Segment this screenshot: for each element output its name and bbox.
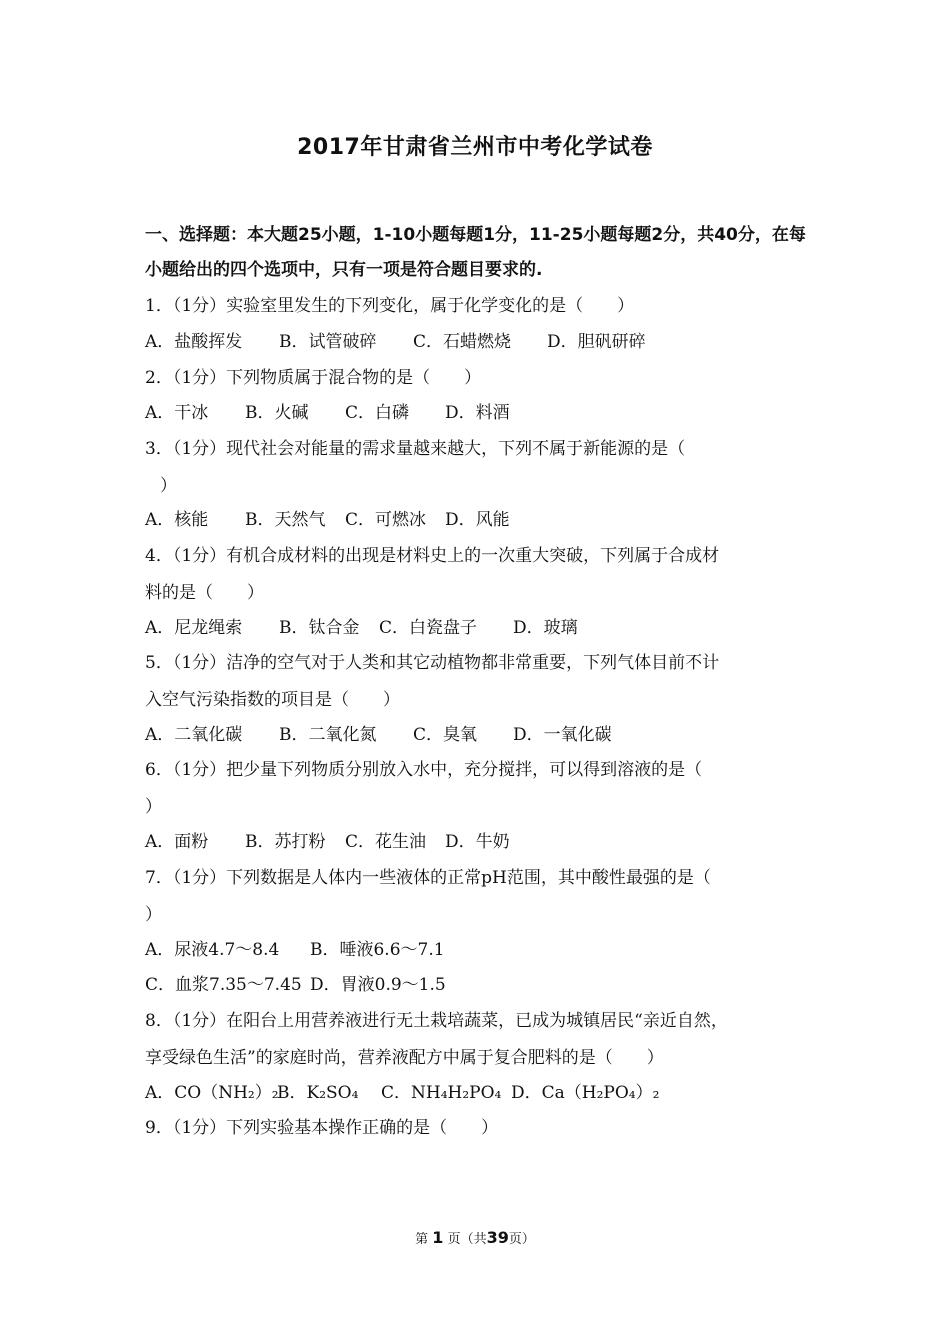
question-6-stem-cont: ） [145,797,162,817]
q2-option-d: D．料酒 [445,403,510,423]
question-3-stem-cont: ） [160,476,177,496]
q3-option-c: C．可燃冰 [345,510,427,530]
footer-prefix: 第 [415,1232,429,1247]
q8-option-b: B．K₂SO₄ [277,1083,359,1103]
question-2-options [145,401,510,425]
q6-option-b: B．苏打粉 [245,832,326,852]
question-8-stem: 8．（1分）在阳台上用营养液进行无土栽培蔬菜，已成为城镇居民“亲近自然， [145,1011,728,1031]
question-2-stem: 2．（1分）下列物质属于混合物的是（ ） [145,368,482,388]
question-6-options [145,830,510,854]
q1-option-a: A．盐酸挥发 [145,332,243,352]
q3-option-a: A．核能 [145,510,209,530]
question-3-stem: 3．（1分）现代社会对能量的需求量越来越大，下列不属于新能源的是（ [145,439,686,459]
question-1-options [145,330,646,354]
q8-option-c: C．NH₄H₂PO₄ [381,1083,502,1103]
question-8-stem-cont: 享受绿色生活”的家庭时尚，营养液配方中属于复合肥料的是（ ） [145,1048,664,1068]
q2-option-c: C．白磷 [345,403,410,423]
footer-page-number: 1 [432,1228,444,1247]
footer-total-pages: 39 [486,1228,509,1247]
question-3-options [145,508,510,532]
question-7-options-row1 [145,938,445,962]
question-7-stem: 7．（1分）下列数据是人体内一些液体的正常pH范围，其中酸性最强的是（ [145,868,711,888]
question-5-stem: 5．（1分）洁净的空气对于人类和其它动植物都非常重要，下列气体目前不计 [145,653,720,673]
page-footer [0,1228,950,1247]
footer-middle: 页（共 [447,1232,487,1247]
q4-option-d: D．玻璃 [513,618,578,638]
q3-option-b: B．天然气 [245,510,326,530]
q5-option-c: C．臭氧 [413,725,478,745]
footer-suffix: 页） [508,1232,535,1247]
q2-option-b: B．火碱 [245,403,309,423]
q1-option-d: D．胆矾研碎 [547,332,646,352]
question-5-stem-cont: 入空气污染指数的项目是（ ） [145,690,400,710]
question-7-stem-cont: ） [145,905,162,925]
question-4-stem: 4．（1分）有机合成材料的出现是材料史上的一次重大突破，下列属于合成材 [145,546,720,566]
q3-option-d: D．风能 [445,510,510,530]
q8-option-a: A．CO（NH₂）₂ [145,1083,279,1103]
q7-option-b: B．唾液6.6～7.1 [310,940,445,960]
question-9-stem: 9．（1分）下列实验基本操作正确的是（ ） [145,1118,499,1138]
q1-option-c: C．石蜡燃烧 [413,332,512,352]
question-8-options [145,1081,659,1105]
question-7-options-row2 [145,973,446,997]
question-4-options [145,616,578,640]
q5-option-a: A．二氧化碳 [145,725,243,745]
q7-option-d: D．胃液0.9～1.5 [310,975,446,995]
q5-option-b: B．二氧化氮 [279,725,377,745]
q4-option-a: A．尼龙绳索 [145,618,243,638]
page-title: 2017年甘肃省兰州市中考化学试卷 [297,135,653,160]
q6-option-a: A．面粉 [145,832,209,852]
q6-option-d: D．牛奶 [445,832,510,852]
question-1-stem: 1．（1分）实验室里发生的下列变化，属于化学变化的是（ ） [145,296,635,316]
question-5-options [145,723,612,747]
q4-option-b: B．钛合金 [279,618,360,638]
q7-option-c: C．血浆7.35～7.45 [145,975,302,995]
q1-option-b: B．试管破碎 [279,332,377,352]
question-4-stem-cont: 料的是（ ） [145,583,264,603]
q6-option-c: C．花生油 [345,832,427,852]
q4-option-c: C．白瓷盘子 [379,618,478,638]
section-header: 一、选择题：本大题25小题，1-10小题每题1分，11-25小题每题2分，共40分，在每小题给出的四个选项中，只有一项是符合题目要求的. [145,225,806,280]
q7-option-a: A．尿液4.7～8.4 [145,940,280,960]
q2-option-a: A．干冰 [145,403,209,423]
q8-option-d: D．Ca（H₂PO₄）₂ [511,1083,660,1103]
question-6-stem: 6．（1分）把少量下列物质分别放入水中，充分搅拌，可以得到溶液的是（ [145,760,703,780]
q5-option-d: D．一氧化碳 [513,725,612,745]
